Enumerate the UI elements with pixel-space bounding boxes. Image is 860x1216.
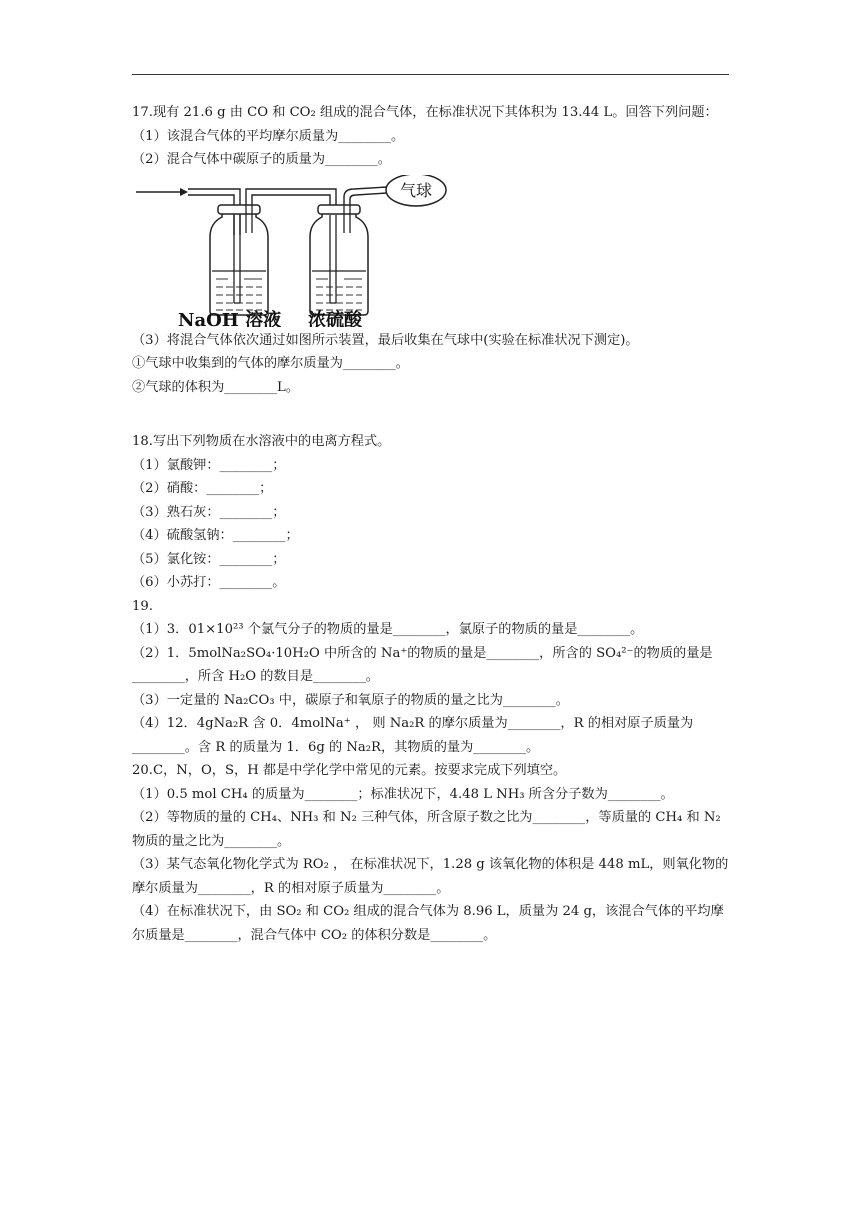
q17-part-3: （3）将混合气体依次通过如图所示装置，最后收集在气球中(实验在标准状况下测定)。 [132, 332, 639, 348]
q19-part-1: （1）3．01×10²³ 个氯气分子的物质的量是________，氯原子的物质的量是________。 [132, 622, 644, 637]
q18-item: （3）熟石灰：________； [132, 504, 286, 520]
q20-part-3: （3）某气态氧化物化学式为 RO₂ ， 在标准状况下，1.28 g 该氧化物的体积是 448 mL，则氧化物的摩尔质量为________，R 的相对原子质量为________。 [132, 857, 729, 896]
naoh-label: NaOH 溶液 [178, 309, 282, 327]
q19-part-4: （4）12．4gNa₂R 含 0．4molNa⁺ ， 则 Na₂R 的摩尔质量为________，R 的相对原子质量为________。含 R 的质量为 1．6g 的 Na₂R，其物质的量为________。 [132, 716, 694, 755]
q18-item: （5）氯化铵：________； [132, 551, 286, 567]
sulfuric-acid-label: 浓硫酸 [308, 309, 362, 327]
sulfuric-acid-bottle [310, 205, 368, 315]
q18-item: （6）小苏打：________。 [132, 575, 286, 590]
q17-part-2: （2）混合气体中碳原子的质量为________。 [132, 152, 391, 167]
header-rule [132, 74, 729, 75]
question-19 [132, 595, 732, 760]
apparatus-diagram [132, 175, 732, 327]
naoh-bottle [210, 205, 268, 315]
inlet-arrowhead [180, 188, 188, 196]
q17-part-1: （1）该混合气体的平均摩尔质量为________。 [132, 128, 405, 144]
connecting-tube [246, 189, 336, 205]
q18-item: （2）硝酸：________； [132, 481, 273, 496]
question-17 [132, 101, 732, 399]
q17-part-3b: ②气球的体积为________L。 [132, 379, 300, 395]
balloon-tube [344, 187, 387, 205]
q20-part-4: （4）在标准状况下，由 SO₂ 和 CO₂ 组成的混合气体为 8.96 L，质量为 24 g，该混合气体的平均摩尔质量是________，混合气体中 CO₂ 的体积分数是________。 [132, 904, 724, 943]
q18-stem: 18.写出下列物质在水溶液中的电离方程式。 [132, 434, 391, 449]
question-18 [132, 430, 732, 595]
q19-part-3: （3）一定量的 Na₂CO₃ 中，碳原子和氧原子的物质的量之比为________。 [132, 692, 569, 708]
worksheet [132, 101, 732, 947]
q20-stem: 20.C，N，O，S，H 都是中学化学中常见的元素。按要求完成下列填空。 [132, 763, 567, 778]
q18-item: （1）氯酸钾：________； [132, 457, 286, 473]
q17-stem: 17.现有 21.6 g 由 CO 和 CO₂ 组成的混合气体，在标准状况下其体积为 13.44 L。回答下列问题： [132, 105, 718, 120]
spacer [132, 399, 732, 430]
q18-item: （4）硫酸氢钠：________； [132, 528, 299, 543]
q20-part-1: （1）0.5 mol CH₄ 的质量为________；标准状况下，4.48 L NH₃ 所含分子数为________。 [132, 786, 674, 802]
q20-part-2: （2）等物质的量的 CH₄、NH₃ 和 N₂ 三种气体，所含原子数之比为________，等质量的 CH₄ 和 N₂ 物质的量之比为________。 [132, 810, 721, 849]
q19-part-2: （2）1．5molNa₂SO₄·10H₂O 中所含的 Na⁺的物质的量是________，所含的 SO₄²⁻的物质的量是________，所含 H₂O 的数目是________。 [132, 645, 713, 684]
question-20 [132, 759, 732, 947]
apparatus-svg [132, 175, 732, 327]
balloon-label: 气球 [399, 180, 433, 200]
q17-part-3a: ①气球中收集到的气体的摩尔质量为________。 [132, 356, 409, 371]
q19-stem: 19. [132, 598, 153, 614]
